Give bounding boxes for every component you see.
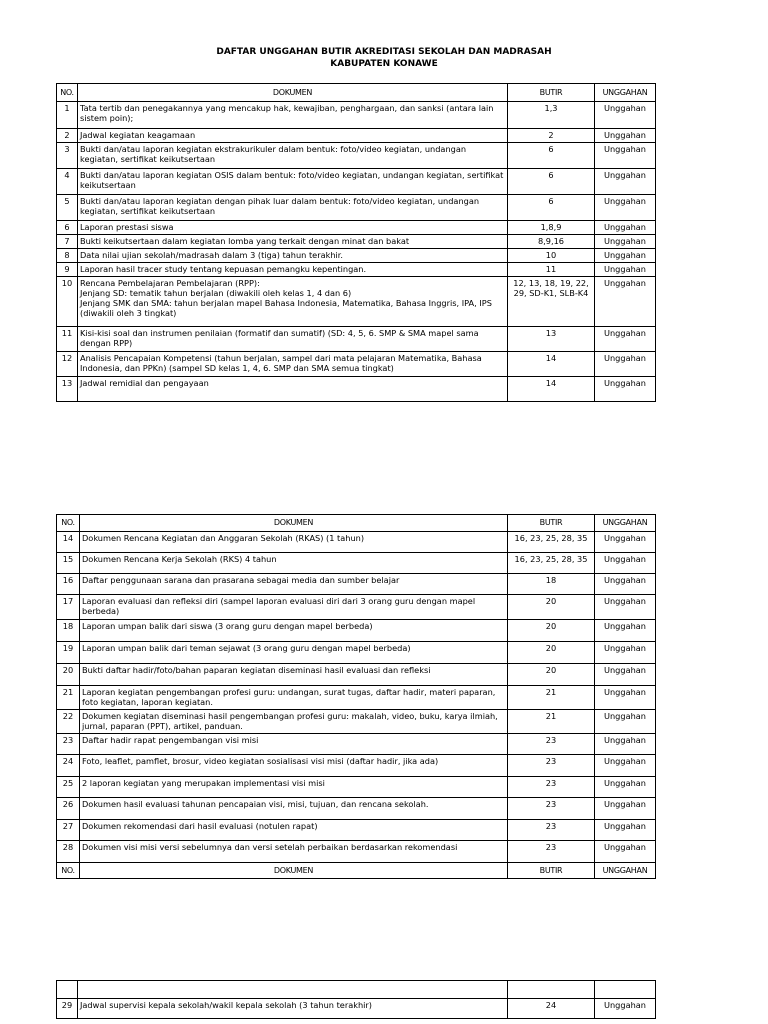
table-row xyxy=(57,686,656,710)
table-row xyxy=(57,798,656,820)
table-header-row xyxy=(57,84,656,102)
table-row xyxy=(57,129,656,143)
row-document: Dokumen Rencana Kegiatan dan Anggaran Sekolah (RKAS) (1 tahun) xyxy=(80,532,508,553)
row-number: 17 xyxy=(57,595,80,620)
row-upload-link[interactable]: Unggahan xyxy=(595,710,656,734)
row-number: 11 xyxy=(57,327,78,352)
row-butir: 24 xyxy=(508,999,595,1019)
row-upload-link[interactable]: Unggahan xyxy=(595,841,656,863)
row-butir: 6 xyxy=(508,143,595,169)
row-document: Bukti dan/atau laporan kegiatan dengan pihak luar dalam bentuk: foto/video kegiatan, undangan kegiatan, sertifikat keikutsertaan xyxy=(78,195,508,221)
row-butir: 21 xyxy=(508,686,595,710)
row-number: 10 xyxy=(57,277,78,327)
row-number: 7 xyxy=(57,235,78,249)
footer-no: NO. xyxy=(57,863,80,879)
row-number: 24 xyxy=(57,755,80,777)
table-row xyxy=(57,169,656,195)
table-row xyxy=(57,277,656,327)
row-number: 18 xyxy=(57,620,80,642)
row-upload-link[interactable]: Unggahan xyxy=(595,532,656,553)
row-document: Jadwal supervisi kepala sekolah/wakil kepala sekolah (3 tahun terakhir) xyxy=(78,999,508,1019)
table-row xyxy=(57,664,656,686)
row-document: Daftar penggunaan sarana dan prasarana sebagai media dan sumber belajar xyxy=(80,574,508,595)
row-document: Bukti dan/atau laporan kegiatan ekstrakurikuler dalam bentuk: foto/video kegiatan, undangan kegiatan, sertifikat keikutsertaan xyxy=(78,143,508,169)
table-row xyxy=(57,734,656,755)
row-upload-link[interactable]: Unggahan xyxy=(595,999,656,1019)
footer-dokumen: DOKUMEN xyxy=(80,863,508,879)
row-upload-link[interactable]: Unggahan xyxy=(595,755,656,777)
row-number: 12 xyxy=(57,352,78,377)
table-row xyxy=(57,642,656,664)
row-document: Dokumen kegiatan diseminasi hasil pengembangan profesi guru: makalah, video, buku, karya ilmiah, jurnal, paparan (PPT), artikel, panduan. xyxy=(80,710,508,734)
row-document: Jadwal kegiatan keagamaan xyxy=(78,129,508,143)
row-butir: 21 xyxy=(508,710,595,734)
row-upload-link[interactable]: Unggahan xyxy=(595,277,656,327)
row-butir: 20 xyxy=(508,595,595,620)
row-number: 2 xyxy=(57,129,78,143)
row-upload-link[interactable]: Unggahan xyxy=(595,195,656,221)
row-number: 9 xyxy=(57,263,78,277)
row-number: 28 xyxy=(57,841,80,863)
row-document xyxy=(78,277,508,327)
row-butir: 14 xyxy=(508,352,595,377)
row-butir: 6 xyxy=(508,195,595,221)
row-document: Laporan umpan balik dari teman sejawat (3 orang guru dengan mapel berbeda) xyxy=(80,642,508,664)
row-number: 1 xyxy=(57,102,78,129)
row-document: Bukti daftar hadir/foto/bahan paparan kegiatan diseminasi hasil evaluasi dan refleksi xyxy=(80,664,508,686)
row-number: 15 xyxy=(57,553,80,574)
row-upload-link[interactable]: Unggahan xyxy=(595,664,656,686)
row-butir: 20 xyxy=(508,642,595,664)
footer-butir: BUTIR xyxy=(508,863,595,879)
row-document: Dokumen hasil evaluasi tahunan pencapaian visi, misi, tujuan, dan rencana sekolah. xyxy=(80,798,508,820)
row-document: Laporan evaluasi dan refleksi diri (sampel laporan evaluasi diri dari 3 orang guru dengan mapel berbeda) xyxy=(80,595,508,620)
row-butir: 23 xyxy=(508,841,595,863)
row-butir: 23 xyxy=(508,755,595,777)
row-number: 23 xyxy=(57,734,80,755)
table-row xyxy=(57,327,656,352)
row-butir: 18 xyxy=(508,574,595,595)
table-blank-header-row xyxy=(57,981,656,999)
row-upload-link[interactable]: Unggahan xyxy=(595,798,656,820)
row-butir: 6 xyxy=(508,169,595,195)
row-number: 6 xyxy=(57,221,78,235)
row-upload-link[interactable]: Unggahan xyxy=(595,263,656,277)
table-row xyxy=(57,235,656,249)
table-header-row xyxy=(57,515,656,532)
table-row xyxy=(57,553,656,574)
table-row xyxy=(57,820,656,841)
row-document: Dokumen rekomendasi dari hasil evaluasi (notulen rapat) xyxy=(80,820,508,841)
table-row xyxy=(57,377,656,402)
row-upload-link[interactable]: Unggahan xyxy=(595,686,656,710)
table-row xyxy=(57,620,656,642)
table-row xyxy=(57,755,656,777)
header-no: NO. xyxy=(57,84,78,102)
row-butir: 8,9,16 xyxy=(508,235,595,249)
row-document-line: Rencana Pembelajaran Pembelajaran (RPP): xyxy=(80,278,260,288)
row-number: 13 xyxy=(57,377,78,402)
row-document: Daftar hadir rapat pengembangan visi misi xyxy=(80,734,508,755)
header-dokumen: DOKUMEN xyxy=(80,515,508,532)
row-number: 14 xyxy=(57,532,80,553)
header-no: NO. xyxy=(57,515,80,532)
table-row xyxy=(57,263,656,277)
row-document: Laporan umpan balik dari siswa (3 orang guru dengan mapel berbeda) xyxy=(80,620,508,642)
upload-table-3 xyxy=(56,980,656,1019)
row-number: 5 xyxy=(57,195,78,221)
row-butir: 1,3 xyxy=(508,102,595,129)
row-number: 3 xyxy=(57,143,78,169)
row-document: Tata tertib dan penegakannya yang mencakup hak, kewajiban, penghargaan, dan sanksi (antara lain sistem poin); xyxy=(78,102,508,129)
row-upload-link[interactable]: Unggahan xyxy=(595,235,656,249)
row-number: 20 xyxy=(57,664,80,686)
row-upload-link[interactable]: Unggahan xyxy=(595,249,656,263)
row-upload-link[interactable]: Unggahan xyxy=(595,595,656,620)
row-butir: 23 xyxy=(508,777,595,798)
row-upload-link[interactable]: Unggahan xyxy=(595,734,656,755)
row-document: Laporan hasil tracer study tentang kepuasan pemangku kepentingan. xyxy=(78,263,508,277)
row-upload-link[interactable]: Unggahan xyxy=(595,221,656,235)
table-row xyxy=(57,195,656,221)
row-butir: 1,8,9 xyxy=(508,221,595,235)
table-row xyxy=(57,777,656,798)
row-upload-link[interactable]: Unggahan xyxy=(595,143,656,169)
row-upload-link[interactable]: Unggahan xyxy=(595,553,656,574)
table-footer-row xyxy=(57,863,656,879)
row-butir: 12, 13, 18, 19, 22, 29, SD-K1, SLB-K4 xyxy=(508,277,595,327)
table-row xyxy=(57,532,656,553)
row-upload-link[interactable]: Unggahan xyxy=(595,129,656,143)
header-butir: BUTIR xyxy=(508,515,595,532)
row-butir: 23 xyxy=(508,820,595,841)
row-document: Kisi-kisi soal dan instrumen penilaian (formatif dan sumatif) (SD: 4, 5, 6. SMP & SMA mapel sama dengan RPP) xyxy=(78,327,508,352)
row-butir: 23 xyxy=(508,798,595,820)
row-document: Foto, leaflet, pamflet, brosur, video kegiatan sosialisasi visi misi (daftar hadir, jika ada) xyxy=(80,755,508,777)
row-upload-link[interactable]: Unggahan xyxy=(595,642,656,664)
row-number: 8 xyxy=(57,249,78,263)
row-butir: 23 xyxy=(508,734,595,755)
row-butir: 13 xyxy=(508,327,595,352)
row-number: 29 xyxy=(57,999,78,1019)
row-document-line: Jenjang SD: tematik tahun berjalan (diwakili oleh kelas 1, 4 dan 6) xyxy=(80,288,352,298)
row-document: Laporan kegiatan pengembangan profesi guru: undangan, surat tugas, daftar hadir, materi paparan, foto kegiatan, laporan kegiatan. xyxy=(80,686,508,710)
row-upload-link[interactable]: Unggahan xyxy=(595,377,656,402)
row-upload-link[interactable]: Unggahan xyxy=(595,352,656,377)
row-document: Dokumen Rencana Kerja Sekolah (RKS) 4 tahun xyxy=(80,553,508,574)
row-number: 21 xyxy=(57,686,80,710)
table-row xyxy=(57,249,656,263)
row-upload-link[interactable]: Unggahan xyxy=(595,102,656,129)
table-row xyxy=(57,595,656,620)
table-row xyxy=(57,999,656,1019)
row-document: Analisis Pencapaian Kompetensi (tahun berjalan, sampel dari mata pelajaran Matematika, Bahasa Indonesia, dan PPKn) (sampel SD kelas 1, 4, 6. SMP dan SMA semua tingkat) xyxy=(78,352,508,377)
row-number: 19 xyxy=(57,642,80,664)
row-document: 2 laporan kegiatan yang merupakan implementasi visi misi xyxy=(80,777,508,798)
table-row xyxy=(57,143,656,169)
header-dokumen: DOKUMEN xyxy=(78,84,508,102)
row-document-line: Jenjang SMK dan SMA: tahun berjalan mapel Bahasa Indonesia, Matematika, Bahasa Inggris, IPA, IPS (diwakili oleh 3 tingkat) xyxy=(80,298,492,318)
row-upload-link[interactable]: Unggahan xyxy=(595,777,656,798)
row-butir: 11 xyxy=(508,263,595,277)
row-upload-link[interactable]: Unggahan xyxy=(595,327,656,352)
footer-unggahan: UNGGAHAN xyxy=(595,863,656,879)
row-document: Data nilai ujian sekolah/madrasah dalam 3 (tiga) tahun terakhir. xyxy=(78,249,508,263)
table-row xyxy=(57,102,656,129)
header-unggahan: UNGGAHAN xyxy=(595,515,656,532)
row-butir: 20 xyxy=(508,664,595,686)
row-number: 25 xyxy=(57,777,80,798)
row-upload-link[interactable]: Unggahan xyxy=(595,620,656,642)
row-number: 16 xyxy=(57,574,80,595)
table-row xyxy=(57,841,656,863)
table-row xyxy=(57,710,656,734)
row-document: Bukti dan/atau laporan kegiatan OSIS dalam bentuk: foto/video kegiatan, undangan kegiatan, sertifikat keikutsertaan xyxy=(78,169,508,195)
row-butir: 16, 23, 25, 28, 35 xyxy=(508,553,595,574)
table-row xyxy=(57,574,656,595)
row-upload-link[interactable]: Unggahan xyxy=(595,820,656,841)
row-document: Laporan prestasi siswa xyxy=(78,221,508,235)
row-butir: 20 xyxy=(508,620,595,642)
row-number: 26 xyxy=(57,798,80,820)
row-number: 4 xyxy=(57,169,78,195)
document-title: DAFTAR UNGGAHAN BUTIR AKREDITASI SEKOLAH DAN MADRASAH xyxy=(216,47,552,57)
row-butir: 14 xyxy=(508,377,595,402)
row-butir: 16, 23, 25, 28, 35 xyxy=(508,532,595,553)
row-upload-link[interactable]: Unggahan xyxy=(595,169,656,195)
table-row xyxy=(57,352,656,377)
header-butir: BUTIR xyxy=(508,84,595,102)
row-butir: 10 xyxy=(508,249,595,263)
upload-table-2 xyxy=(56,514,656,879)
row-butir: 2 xyxy=(508,129,595,143)
document-subtitle: KABUPATEN KONAWE xyxy=(330,59,438,69)
row-document: Dokumen visi misi versi sebelumnya dan versi setelah perbaikan berdasarkan rekomendasi xyxy=(80,841,508,863)
row-number: 22 xyxy=(57,710,80,734)
row-document: Jadwal remidial dan pengayaan xyxy=(78,377,508,402)
upload-table-1 xyxy=(56,83,656,402)
row-upload-link[interactable]: Unggahan xyxy=(595,574,656,595)
header-unggahan: UNGGAHAN xyxy=(595,84,656,102)
table-row xyxy=(57,221,656,235)
row-document: Bukti keikutsertaan dalam kegiatan lomba yang terkait dengan minat dan bakat xyxy=(78,235,508,249)
row-number: 27 xyxy=(57,820,80,841)
